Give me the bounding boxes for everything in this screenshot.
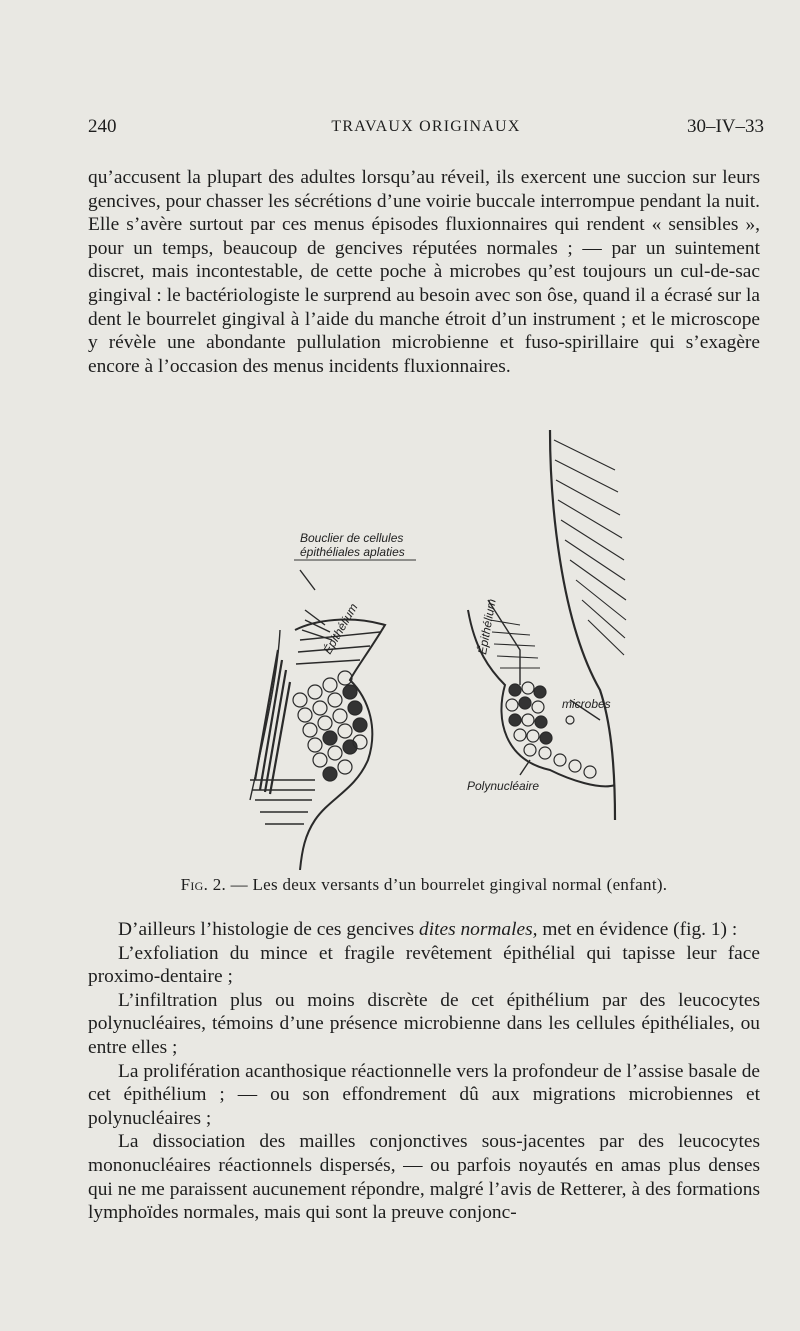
header-date: 30–IV–33 <box>686 116 764 137</box>
figure-label: Fig. 2. <box>180 875 227 894</box>
running-header <box>88 116 764 146</box>
running-title: TRAVAUX ORIGINAUX <box>331 118 521 135</box>
label-microbes: microbes <box>562 697 611 711</box>
label-shield-line2: épithéliales aplaties <box>300 545 405 559</box>
paragraph-histologie <box>88 918 760 942</box>
label-epithelium-right: Épithélium <box>475 597 499 656</box>
page-number: 240 <box>88 116 117 137</box>
paragraph-exfoliation: L’exfoliation du mince et fragile revêtement épithélial qui tapisse leur face proximo-dentaire ; <box>88 942 760 988</box>
label-shield-line1: Bouclier de cellules <box>300 531 404 545</box>
paragraph-continued: qu’accusent la plupart des adultes lorsqu’au réveil, ils exercent une succion sur leurs gencives, pour chasser les sécrétions d’une voirie buccale interrompue pendant la nuit. Elle s’avère surtout par ces menus épisodes fluxionnaires qui rendent « sensibles », pour un temps, beaucoup de gencives réputées normales ; — par un suintement discret, mais incontestable, de cette poche à microbes qu’est toujours un cul-de-sac gingival : le bactériologiste le surprend au besoin avec son ôse, quand il a écrasé sur la dent le bourrelet gingival à l’aide du manche étroit d’un instrument ; et le microscope y révèle une abondante pullulation microbienne et fuso-spirillaire qui s’exagère encore à l’occasion des menus incidents fluxionnaires. <box>88 167 760 377</box>
label-epithelium-left: Épithélium <box>320 600 361 657</box>
label-polynucleaire: Polynucléaire <box>467 779 540 793</box>
paragraph-start: D’ailleurs l’histologie de ces gencives <box>118 919 419 940</box>
left-panel-drawing <box>250 570 385 870</box>
paragraph-end: met en évidence (fig. 1) : <box>537 919 738 940</box>
caption-text: — Les deux versants d’un bourrelet gingival normal (enfant). <box>226 875 668 894</box>
figure-caption <box>88 875 760 895</box>
paragraph-proliferation: La prolifération acanthosique réactionnelle vers la profondeur de l’assise basale de cet épithélium ; — ou son effondrement dû aux migrations microbiennes et polynucléaires ; <box>88 1060 760 1129</box>
paragraph-dissociation: La dissociation des mailles conjonctives sous-jacentes par des leucocytes mononucléaires réactionnels dispersés, — ou parfois noyautés en amas plus denses qui ne me paraissent aucunement répondre, malgré l’avis de Retterer, à des formations lymphoïdes normales, mais qui sont la preuve conjonc- <box>88 1131 760 1224</box>
italic-phrase: dites normales, <box>419 919 538 940</box>
body-text <box>88 918 760 1225</box>
paragraph-infiltration: L’infiltration plus ou moins discrète de cet épithélium par des leucocytes polynucléaires, témoins d’une présence microbienne dans les cellules épithéliales, ou entre elles ; <box>88 989 760 1058</box>
figure-2-drawing <box>220 420 700 870</box>
